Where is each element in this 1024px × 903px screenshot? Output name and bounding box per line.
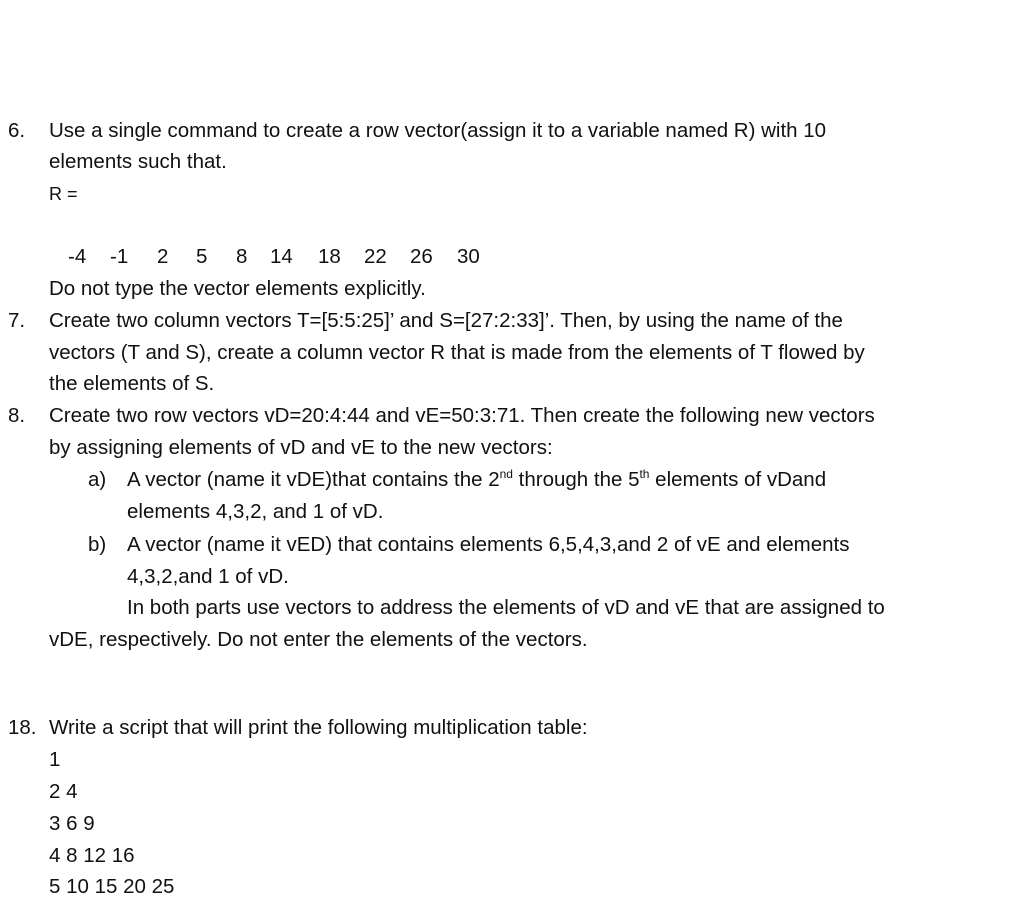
question-7-line-3: the elements of S. bbox=[49, 372, 215, 395]
table-row: 2 4 bbox=[49, 780, 78, 803]
question-6-vector bbox=[0, 241, 600, 272]
part-b-line-2: 4,3,2,and 1 of vD. bbox=[127, 565, 289, 588]
question-7-line-2: vectors (T and S), create a column vector R that is made from the elements of T flowed by bbox=[49, 341, 865, 364]
vector-element: 8 bbox=[236, 245, 248, 268]
question-8-number: 8. bbox=[8, 404, 26, 427]
question-6-number: 6. bbox=[8, 119, 26, 142]
question-6-line-2: elements such that. bbox=[49, 150, 227, 173]
question-18-number: 18. bbox=[8, 716, 37, 739]
vector-element: -1 bbox=[110, 245, 129, 268]
both-parts-line-1: In both parts use vectors to address the elements of vD and vE that are assigned to bbox=[127, 596, 885, 619]
vector-element: 22 bbox=[364, 245, 387, 268]
table-row: 5 10 15 20 25 bbox=[49, 875, 175, 898]
question-8-line-1: Create two row vectors vD=20:4:44 and vE=50:3:71. Then create the following new vectors bbox=[49, 404, 875, 427]
both-parts-line-2: vDE, respectively. Do not enter the elements of the vectors. bbox=[49, 628, 588, 651]
vector-element: 5 bbox=[196, 245, 208, 268]
question-6-r-label: R = bbox=[49, 184, 78, 204]
vector-element: -4 bbox=[68, 245, 87, 268]
table-row: 4 8 12 16 bbox=[49, 844, 135, 867]
vector-element: 26 bbox=[410, 245, 433, 268]
question-6-note: Do not type the vector elements explicitly. bbox=[49, 277, 426, 300]
vector-element: 2 bbox=[157, 245, 169, 268]
part-b-label: b) bbox=[88, 533, 107, 556]
question-7-line-1: Create two column vectors T=[5:5:25]’ and S=[27:2:33]’. Then, by using the name of the bbox=[49, 309, 843, 332]
question-6-line-1: Use a single command to create a row vector(assign it to a variable named R) with 10 bbox=[49, 119, 827, 142]
part-a-line-1: A vector (name it vDE)that contains the 2nd through the 5th elements of vDand bbox=[127, 467, 827, 491]
question-8-line-2: by assigning elements of vD and vE to the new vectors: bbox=[49, 436, 553, 459]
part-a-label: a) bbox=[88, 468, 107, 491]
vector-element: 14 bbox=[270, 245, 293, 268]
part-b-line-1: A vector (name it vED) that contains elements 6,5,4,3,and 2 of vE and elements bbox=[127, 533, 850, 556]
part-a-line-2: elements 4,3,2, and 1 of vD. bbox=[127, 500, 384, 523]
question-18-line-1: Write a script that will print the following multiplication table: bbox=[49, 716, 588, 739]
vector-element: 18 bbox=[318, 245, 341, 268]
vector-element: 30 bbox=[457, 245, 480, 268]
question-7-number: 7. bbox=[8, 309, 26, 332]
table-row: 3 6 9 bbox=[49, 812, 95, 835]
table-row: 1 bbox=[49, 748, 61, 771]
